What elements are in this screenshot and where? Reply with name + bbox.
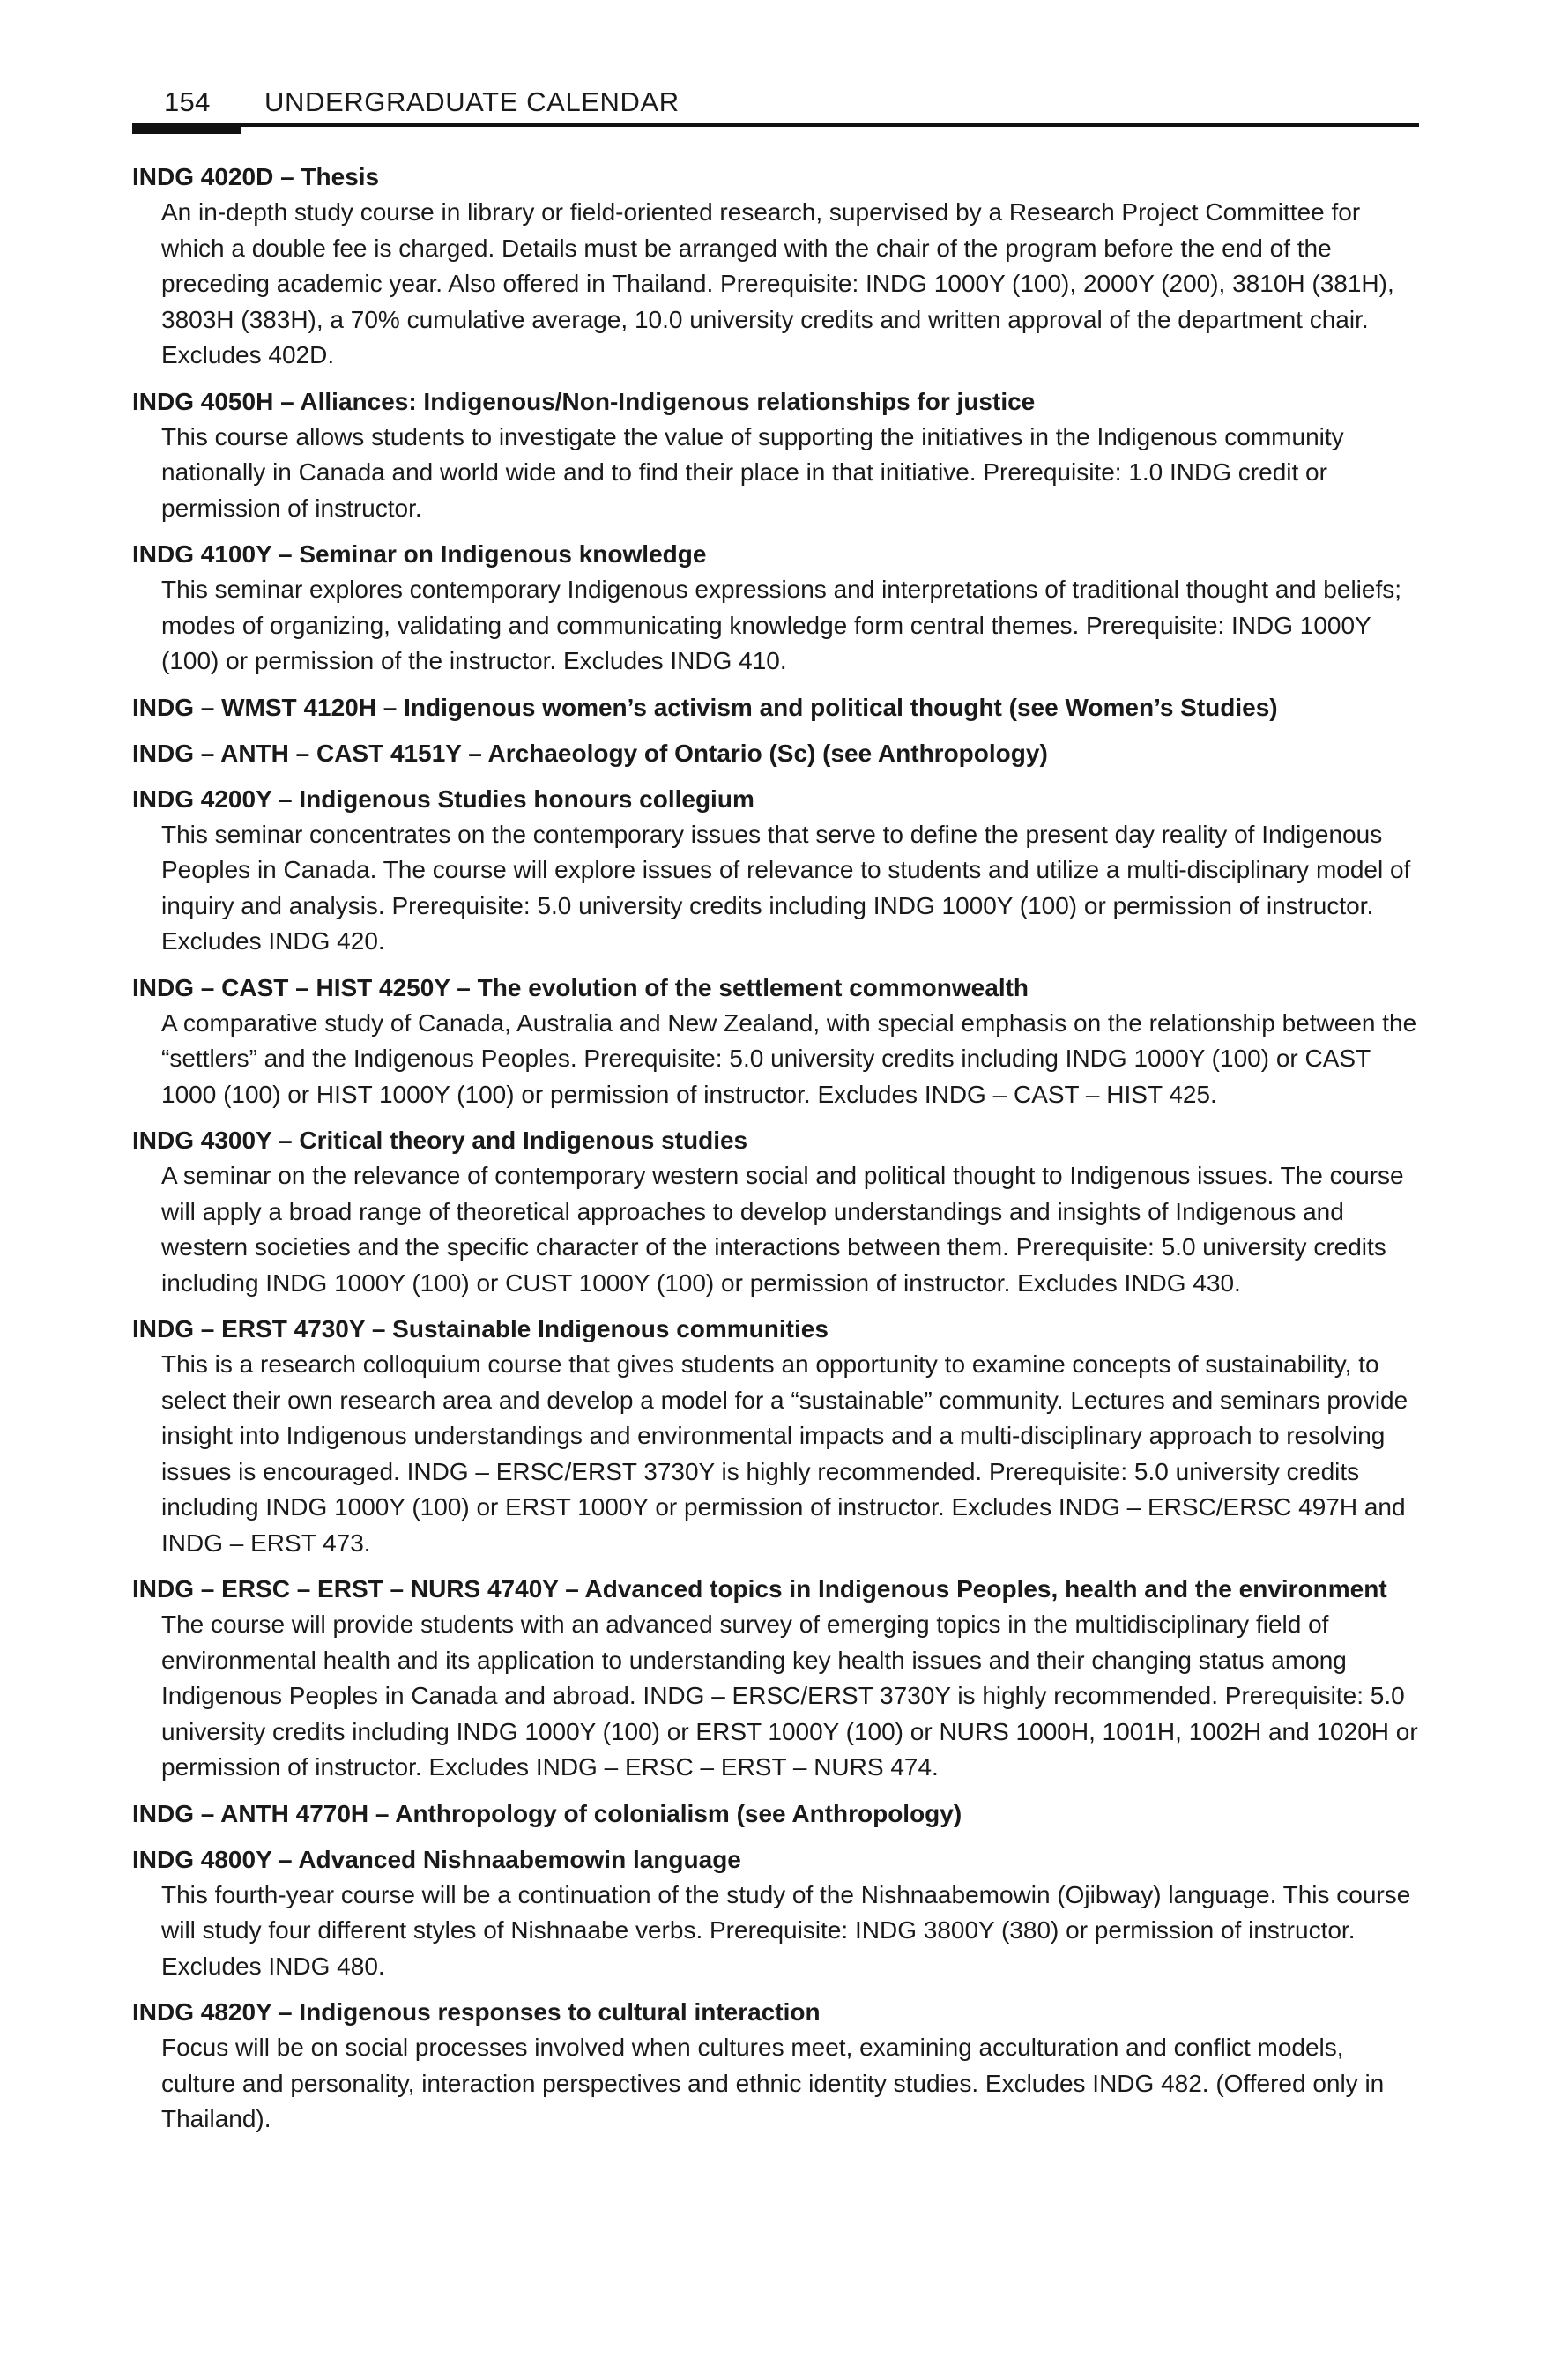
- course-entry: [132, 1994, 1421, 2138]
- course-entry: [132, 1122, 1421, 1301]
- course-entry: [132, 159, 1421, 374]
- course-title: INDG – CAST – HIST 4250Y – The evolution of the settlement commonwealth: [132, 973, 1029, 1001]
- course-title: INDG – ANTH – CAST 4151Y – Archaeology of Ontario (Sc) (see Anthropology): [132, 739, 1048, 767]
- running-title: UNDERGRADUATE CALENDAR: [264, 86, 680, 117]
- course-entry: [132, 383, 1421, 527]
- course-entry: [132, 1311, 1421, 1561]
- course-entry: [132, 536, 1421, 680]
- course-description: A seminar on the relevance of contemporary western social and political thought to Indigenous issues. The course will apply a broad range of theoretical approaches to develop understandings and insights of Indigenous and western societies and the specific character of the interactions between them. Prerequisite: 5.0 university credits including INDG 1000Y (100) or CUST 1000Y (100) or permission of instructor. Excludes INDG 430.: [161, 1162, 1404, 1297]
- course-description: This seminar concentrates on the contemporary issues that serve to define the present day reality of Indigenous Peoples in Canada. The course will explore issues of relevance to students and utilize a multi-disciplinary model of inquiry and analysis. Prerequisite: 5.0 university credits including INDG 1000Y (100) or permission of instructor. Excludes INDG 420.: [161, 820, 1411, 955]
- course-entry: [132, 735, 1421, 771]
- course-title: INDG 4800Y – Advanced Nishnaabemowin language: [132, 1845, 741, 1873]
- page-header: [132, 81, 1419, 130]
- header-rule: [132, 123, 1419, 127]
- course-entry: [132, 1796, 1421, 1832]
- course-description: Focus will be on social processes involved when cultures meet, examining acculturation and conflict models, culture and personality, interaction perspectives and ethnic identity studies. Excludes INDG 482. (Offered only in Thailand).: [161, 2034, 1385, 2132]
- header-tab-marker: [132, 123, 241, 134]
- course-entry: [132, 689, 1421, 725]
- course-description: An in-depth study course in library or field-oriented research, supervised by a Research Project Committee for which a double fee is charged. Details must be arranged with the chair of the program before the end of the preceding academic year. Also offered in Thailand. Prerequisite: INDG 1000Y (100), 2000Y (200), 3810H (381H), 3803H (383H), a 70% cumulative average, 10.0 university credits and written approval of the department chair. Excludes 402D.: [161, 198, 1394, 368]
- course-title: INDG – ERSC – ERST – NURS 4740Y – Advanced topics in Indigenous Peoples, health and the environment: [132, 1575, 1387, 1603]
- course-description: This course allows students to investigate the value of supporting the initiatives in the Indigenous community nationally in Canada and world wide and to find their place in that initiative. Prerequisite: 1.0 INDG credit or permission of instructor.: [161, 422, 1344, 522]
- course-description: A comparative study of Canada, Australia and New Zealand, with special emphasis on the relationship between the “settlers” and the Indigenous Peoples. Prerequisite: 5.0 university credits including INDG 1000Y (100) or CAST 1000 (100) or HIST 1000Y (100) or permission of instructor. Excludes INDG – CAST – HIST 425.: [161, 1008, 1417, 1108]
- course-entry: [132, 1841, 1421, 1985]
- course-description: This fourth-year course will be a continuation of the study of the Nishnaabemowin (Ojibway) language. This course will study four different styles of Nishnaabe verbs. Prerequisite: INDG 3800Y (380) or permission of instructor. Excludes INDG 480.: [161, 1880, 1411, 1980]
- page-number: 154: [164, 86, 211, 117]
- course-entry: [132, 781, 1421, 960]
- course-title: INDG 4050H – Alliances: Indigenous/Non-Indigenous relationships for justice: [132, 387, 1036, 415]
- course-title: INDG – ERST 4730Y – Sustainable Indigenous communities: [132, 1315, 829, 1342]
- course-title: INDG 4020D – Thesis: [132, 163, 380, 190]
- course-entry: [132, 1571, 1421, 1786]
- course-title: INDG 4300Y – Critical theory and Indigenous studies: [132, 1127, 748, 1154]
- course-title: INDG – WMST 4120H – Indigenous women’s activism and political thought (see Women’s Studies): [132, 693, 1278, 721]
- course-title: INDG 4100Y – Seminar on Indigenous knowledge: [132, 540, 707, 568]
- course-entry: [132, 970, 1421, 1113]
- course-title: INDG 4820Y – Indigenous responses to cultural interaction: [132, 1998, 821, 2026]
- course-title: INDG – ANTH 4770H – Anthropology of colonialism (see Anthropology): [132, 1799, 962, 1827]
- course-list: [132, 159, 1421, 2147]
- course-description: This is a research colloquium course that gives students an opportunity to examine concepts of sustainability, to select their own research area and develop a model for a “sustainable” community. Lectures and seminars provide insight into Indigenous understandings and environmental impacts and a multi-disciplinary approach to resolving issues is encouraged. INDG – ERSC/ERST 3730Y is highly recommended. Prerequisite: 5.0 university credits including INDG 1000Y (100) or ERST 1000Y or permission of instructor. Excludes INDG – ERSC/ERSC 497H and INDG – ERST 473.: [161, 1350, 1408, 1557]
- course-description: This seminar explores contemporary Indigenous expressions and interpretations of traditional thought and beliefs; modes of organizing, validating and communicating knowledge form central themes. Prerequisite: INDG 1000Y (100) or permission of the instructor. Excludes INDG 410.: [161, 576, 1402, 674]
- course-description: The course will provide students with an advanced survey of emerging topics in the multidisciplinary field of environmental health and its application to understanding key health issues and their changing status among Indigenous Peoples in Canada and abroad. INDG – ERSC/ERST 3730Y is highly recommended. Prerequisite: 5.0 university credits including INDG 1000Y (100) or ERST 1000Y (100) or NURS 1000H, 1001H, 1002H and 1020H or permission of instructor. Excludes INDG – ERSC – ERST – NURS 474.: [161, 1610, 1418, 1781]
- course-title: INDG 4200Y – Indigenous Studies honours collegium: [132, 785, 754, 813]
